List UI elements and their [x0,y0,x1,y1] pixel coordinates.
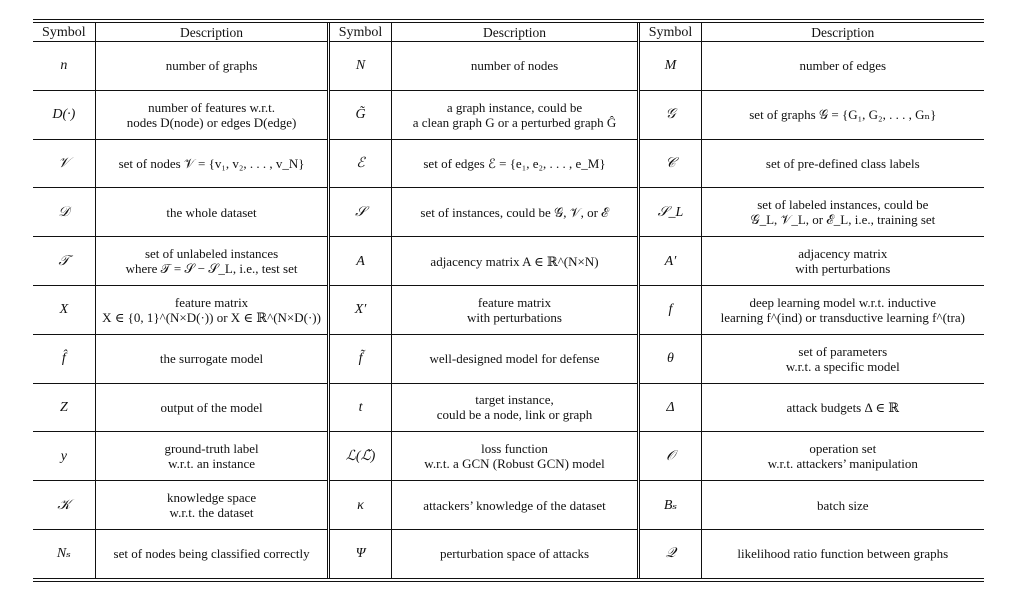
description-line: perturbation space of attacks [439,546,590,562]
symbol-cell: θ [639,334,701,383]
symbol-cell: 𝒞 [639,139,701,188]
description-cell [701,334,984,383]
description-cell [701,188,984,237]
description-cell [701,139,984,188]
description-cell [701,529,984,577]
symbol-cell: X [33,285,95,334]
description-cell [701,481,984,530]
description-cell [391,432,639,481]
description-cell [391,90,639,139]
description-line: a graph instance, could be [446,99,583,115]
table-row [33,90,984,139]
description-cell [701,432,984,481]
symbol-cell: Δ [639,383,701,432]
table-row [33,188,984,237]
description-line: knowledge space [166,490,257,506]
symbol-cell: ℰ [329,139,391,188]
symbol-cell: f̃ [329,334,391,383]
description-cell [95,481,329,530]
description-line: feature matrix [477,294,552,310]
description-line: w.r.t. a specific model [785,358,900,374]
table-row [33,42,984,91]
description-line: deep learning model w.r.t. inductive [749,294,937,310]
description-cell [95,188,329,237]
table-row [33,529,984,577]
symbol-cell: 𝒦 [33,481,95,530]
description-cell [701,42,984,91]
description-line: learning f^(ind) or transductive learning f^(tra) [720,309,965,325]
symbol-cell: 𝒮_L [639,188,701,237]
table-row [33,285,984,334]
symbol-cell: y [33,432,95,481]
description-cell [391,188,639,237]
description-cell [95,285,329,334]
description-cell [701,237,984,286]
description-line: with perturbations [467,309,562,325]
description-line: set of graphs 𝒢 = {G₁, G₂, . . . , Gₙ} [749,107,937,123]
symbol-cell: M [639,42,701,91]
bottom-rule [33,578,984,579]
description-line: the surrogate model [159,351,264,367]
description-line: set of labeled instances, could be [757,197,929,213]
symbol-cell: 𝒮 [329,188,391,237]
description-line: set of instances, could be 𝒢, 𝒱, or ℰ [420,204,609,220]
description-line: output of the model [160,399,263,415]
description-line: number of features w.r.t. [148,99,276,115]
symbol-cell: 𝒪 [639,432,701,481]
symbol-cell: ℒ(ℒ̃) [329,432,391,481]
symbol-cell: 𝒟 [33,188,95,237]
description-line: feature matrix [174,294,249,310]
description-line: set of parameters [798,343,888,359]
description-line: 𝒢_L, 𝒱_L, or ℰ_L, i.e., training set [750,212,936,228]
description-cell [701,383,984,432]
header-description-3: Description [701,23,984,42]
top-rule [33,19,984,20]
table-row [33,432,984,481]
symbol-cell: 𝒱 [33,139,95,188]
symbol-cell: 𝒢 [639,90,701,139]
description-cell [391,42,639,91]
description-line: w.r.t. the dataset [169,505,254,521]
description-line: w.r.t. a GCN (Robust GCN) model [424,456,605,472]
symbol-cell: Bₛ [639,481,701,530]
description-cell [95,237,329,286]
description-line: batch size [816,497,869,513]
symbol-cell: A [329,237,391,286]
table-row [33,237,984,286]
description-line: loss function [481,441,548,457]
description-cell [95,432,329,481]
symbol-cell: n [33,42,95,91]
symbol-cell: X′ [329,285,391,334]
description-line: with perturbations [795,261,891,277]
description-line: X ∈ {0, 1}^(N×D(·)) or X ∈ ℝ^(N×D(·)) [102,309,321,325]
header-symbol-1: Symbol [33,23,95,42]
symbol-cell: 𝒬 [639,529,701,577]
description-line: likelihood ratio function between graphs [737,546,949,562]
description-cell [391,237,639,286]
header-symbol-3: Symbol [639,23,701,42]
table-row [33,481,984,530]
description-line: attack budgets Δ ∈ ℝ [786,399,900,415]
header-row [33,23,984,42]
table-row [33,334,984,383]
symbol-cell: f̂ [33,334,95,383]
symbol-cell: Z [33,383,95,432]
description-line: target instance, [475,392,554,408]
description-line: attackers’ knowledge of the dataset [423,497,606,513]
symbol-cell: A′ [639,237,701,286]
bottom-rule-second [33,581,984,582]
description-line: could be a node, link or graph [436,407,593,423]
description-line: set of nodes 𝒱 = {v₁, v₂, . . . , v_N} [118,155,305,171]
description-cell [391,383,639,432]
description-cell [95,383,329,432]
description-line: a clean graph G or a perturbed graph Ĝ [412,114,617,130]
description-cell [391,139,639,188]
notation-table-container [33,19,984,582]
description-line: w.r.t. attackers’ manipulation [767,456,918,472]
description-line: adjacency matrix [798,246,888,262]
description-line: ground-truth label [164,441,259,457]
description-cell [391,334,639,383]
description-cell [95,90,329,139]
header-description-1: Description [95,23,329,42]
description-cell [391,285,639,334]
description-cell [391,481,639,530]
description-cell [95,139,329,188]
description-line: where 𝒯 = 𝒮 − 𝒮_L, i.e., test set [125,261,298,277]
symbol-cell: t [329,383,391,432]
symbol-cell: κ [329,481,391,530]
header-description-2: Description [391,23,639,42]
header-symbol-2: Symbol [329,23,391,42]
description-cell [95,334,329,383]
description-cell [95,529,329,577]
description-line: set of unlabeled instances [144,246,279,262]
description-cell [701,285,984,334]
table-row [33,139,984,188]
symbol-cell: 𝒯 [33,237,95,286]
description-line: set of edges ℰ = {e₁, e₂, . . . , e_M} [423,155,606,171]
description-cell [701,90,984,139]
symbol-cell: G̃ [329,90,391,139]
description-line: well-designed model for defense [429,351,600,367]
description-line: nodes D(node) or edges D(edge) [126,114,297,130]
description-cell [95,42,329,91]
symbol-cell: Nₛ [56,546,71,562]
description-line: w.r.t. an instance [168,456,255,472]
description-line: number of edges [799,58,887,74]
table-row [33,383,984,432]
symbol-cell: f [639,285,701,334]
description-line: set of nodes being classified correctly [113,546,310,562]
description-line: adjacency matrix A ∈ ℝ^(N×N) [430,253,599,269]
table-body [33,42,984,578]
symbol-cell: Ψ [329,529,391,577]
description-cell [391,529,639,577]
description-line: set of pre-defined class labels [765,155,920,171]
description-line: number of nodes [470,58,559,74]
symbol-cell: N [329,42,391,91]
description-line: operation set [809,441,877,457]
description-line: number of graphs [165,58,258,74]
symbol-cell: D(·) [33,90,95,139]
description-line: the whole dataset [166,204,257,220]
notation-table [33,23,984,578]
